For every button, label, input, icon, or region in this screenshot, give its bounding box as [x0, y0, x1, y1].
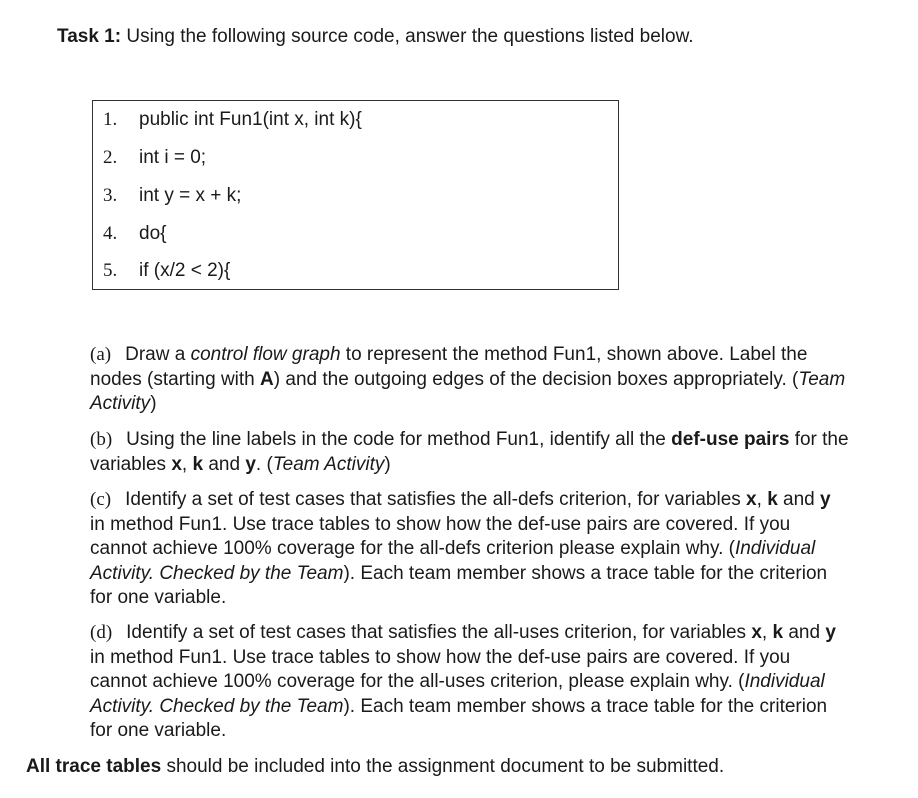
question-label: (b): [90, 429, 113, 450]
question-bold: k: [192, 453, 204, 475]
question-italic: Team Activity: [272, 453, 385, 475]
question-text: in method Fun1. Use trace tables to show how the def-use pairs are covered. If you cannot achieve 100% coverage for the all-defs criterion please explain why. (: [90, 513, 791, 559]
question-bold: A: [260, 368, 274, 390]
code-line-number: 4.: [103, 223, 118, 244]
question-text: Identify a set of test cases that satisfies the all-uses criterion, for variables: [126, 622, 752, 643]
task-heading: [57, 26, 694, 48]
question-label: (a): [90, 344, 112, 365]
question-italic: Team Activity: [90, 368, 846, 414]
question-italic: control flow graph: [190, 344, 341, 365]
question-text: and: [203, 453, 246, 475]
footer-bold: All trace tables: [26, 756, 162, 777]
question-text: ). Each team member shows a trace table for the criterion for one variable.: [90, 562, 828, 608]
code-line-text: int i = 0;: [139, 147, 207, 168]
question-bold: def-use pairs: [671, 429, 790, 450]
source-code-box: [92, 100, 619, 290]
question-italic: Individual Activity. Checked by the Team: [90, 671, 825, 717]
question-text: in method Fun1. Use trace tables to show how the def-use pairs are covered. If you cannot achieve 100% coverage for the all-uses criterion, please explain why. (: [90, 646, 791, 692]
question-text: ,: [181, 453, 193, 475]
question-text: . (: [255, 453, 273, 475]
question-bold: x: [171, 453, 182, 475]
question-text: Using the line labels in the code for method Fun1, identify all the: [126, 429, 672, 450]
question-label: (c): [90, 489, 112, 510]
task-heading-text: Using the following source code, answer the questions listed below.: [121, 26, 694, 47]
question-bold: y: [820, 489, 831, 510]
code-line-number: 2.: [103, 147, 118, 168]
footer-note: [26, 756, 724, 778]
code-line-number: 5.: [103, 260, 118, 281]
code-line-number: 1.: [103, 109, 118, 130]
code-line-text: if (x/2 < 2){: [139, 260, 231, 281]
question-bold: y: [825, 622, 836, 643]
question-italic: Individual Activity. Checked by the Team: [90, 538, 816, 584]
question-text: to represent the method Fun1, shown above. Label the nodes (starting with: [90, 344, 808, 390]
code-line: [103, 185, 241, 207]
question-bold: x: [751, 622, 762, 643]
footer-text: should be included into the assignment document to be submitted.: [161, 756, 725, 777]
question-a: [90, 343, 850, 417]
code-line-text: do{: [139, 223, 167, 244]
question-d: [90, 621, 850, 744]
code-line: [103, 223, 166, 245]
code-line-text: public int Fun1(int x, int k){: [139, 109, 362, 130]
question-c: [90, 488, 850, 611]
question-bold: y: [245, 453, 256, 475]
question-text: ). Each team member shows a trace table for the criterion for one variable.: [90, 695, 828, 741]
code-line: [103, 147, 206, 169]
question-text: for the variables: [90, 429, 849, 475]
question-text: ,: [761, 622, 773, 643]
question-text: Identify a set of test cases that satisfies the all-defs criterion, for variables: [125, 489, 747, 510]
question-text: ) and the outgoing edges of the decision boxes appropriately. (: [273, 368, 799, 390]
code-line-text: int y = x + k;: [139, 185, 242, 206]
question-text: and: [777, 489, 821, 510]
question-text: ): [150, 393, 157, 414]
code-line-number: 3.: [103, 185, 118, 206]
question-label: (d): [90, 622, 113, 643]
question-text: Draw a: [125, 344, 191, 365]
question-bold: k: [772, 622, 784, 643]
question-text: ,: [756, 489, 768, 510]
question-text: and: [783, 622, 826, 643]
question-text: ): [384, 453, 391, 475]
question-b: [90, 428, 850, 477]
question-bold: k: [767, 489, 778, 510]
task-heading-label: Task 1:: [57, 26, 122, 47]
code-line: [103, 109, 362, 131]
question-bold: x: [746, 489, 757, 510]
code-line: [103, 260, 230, 282]
